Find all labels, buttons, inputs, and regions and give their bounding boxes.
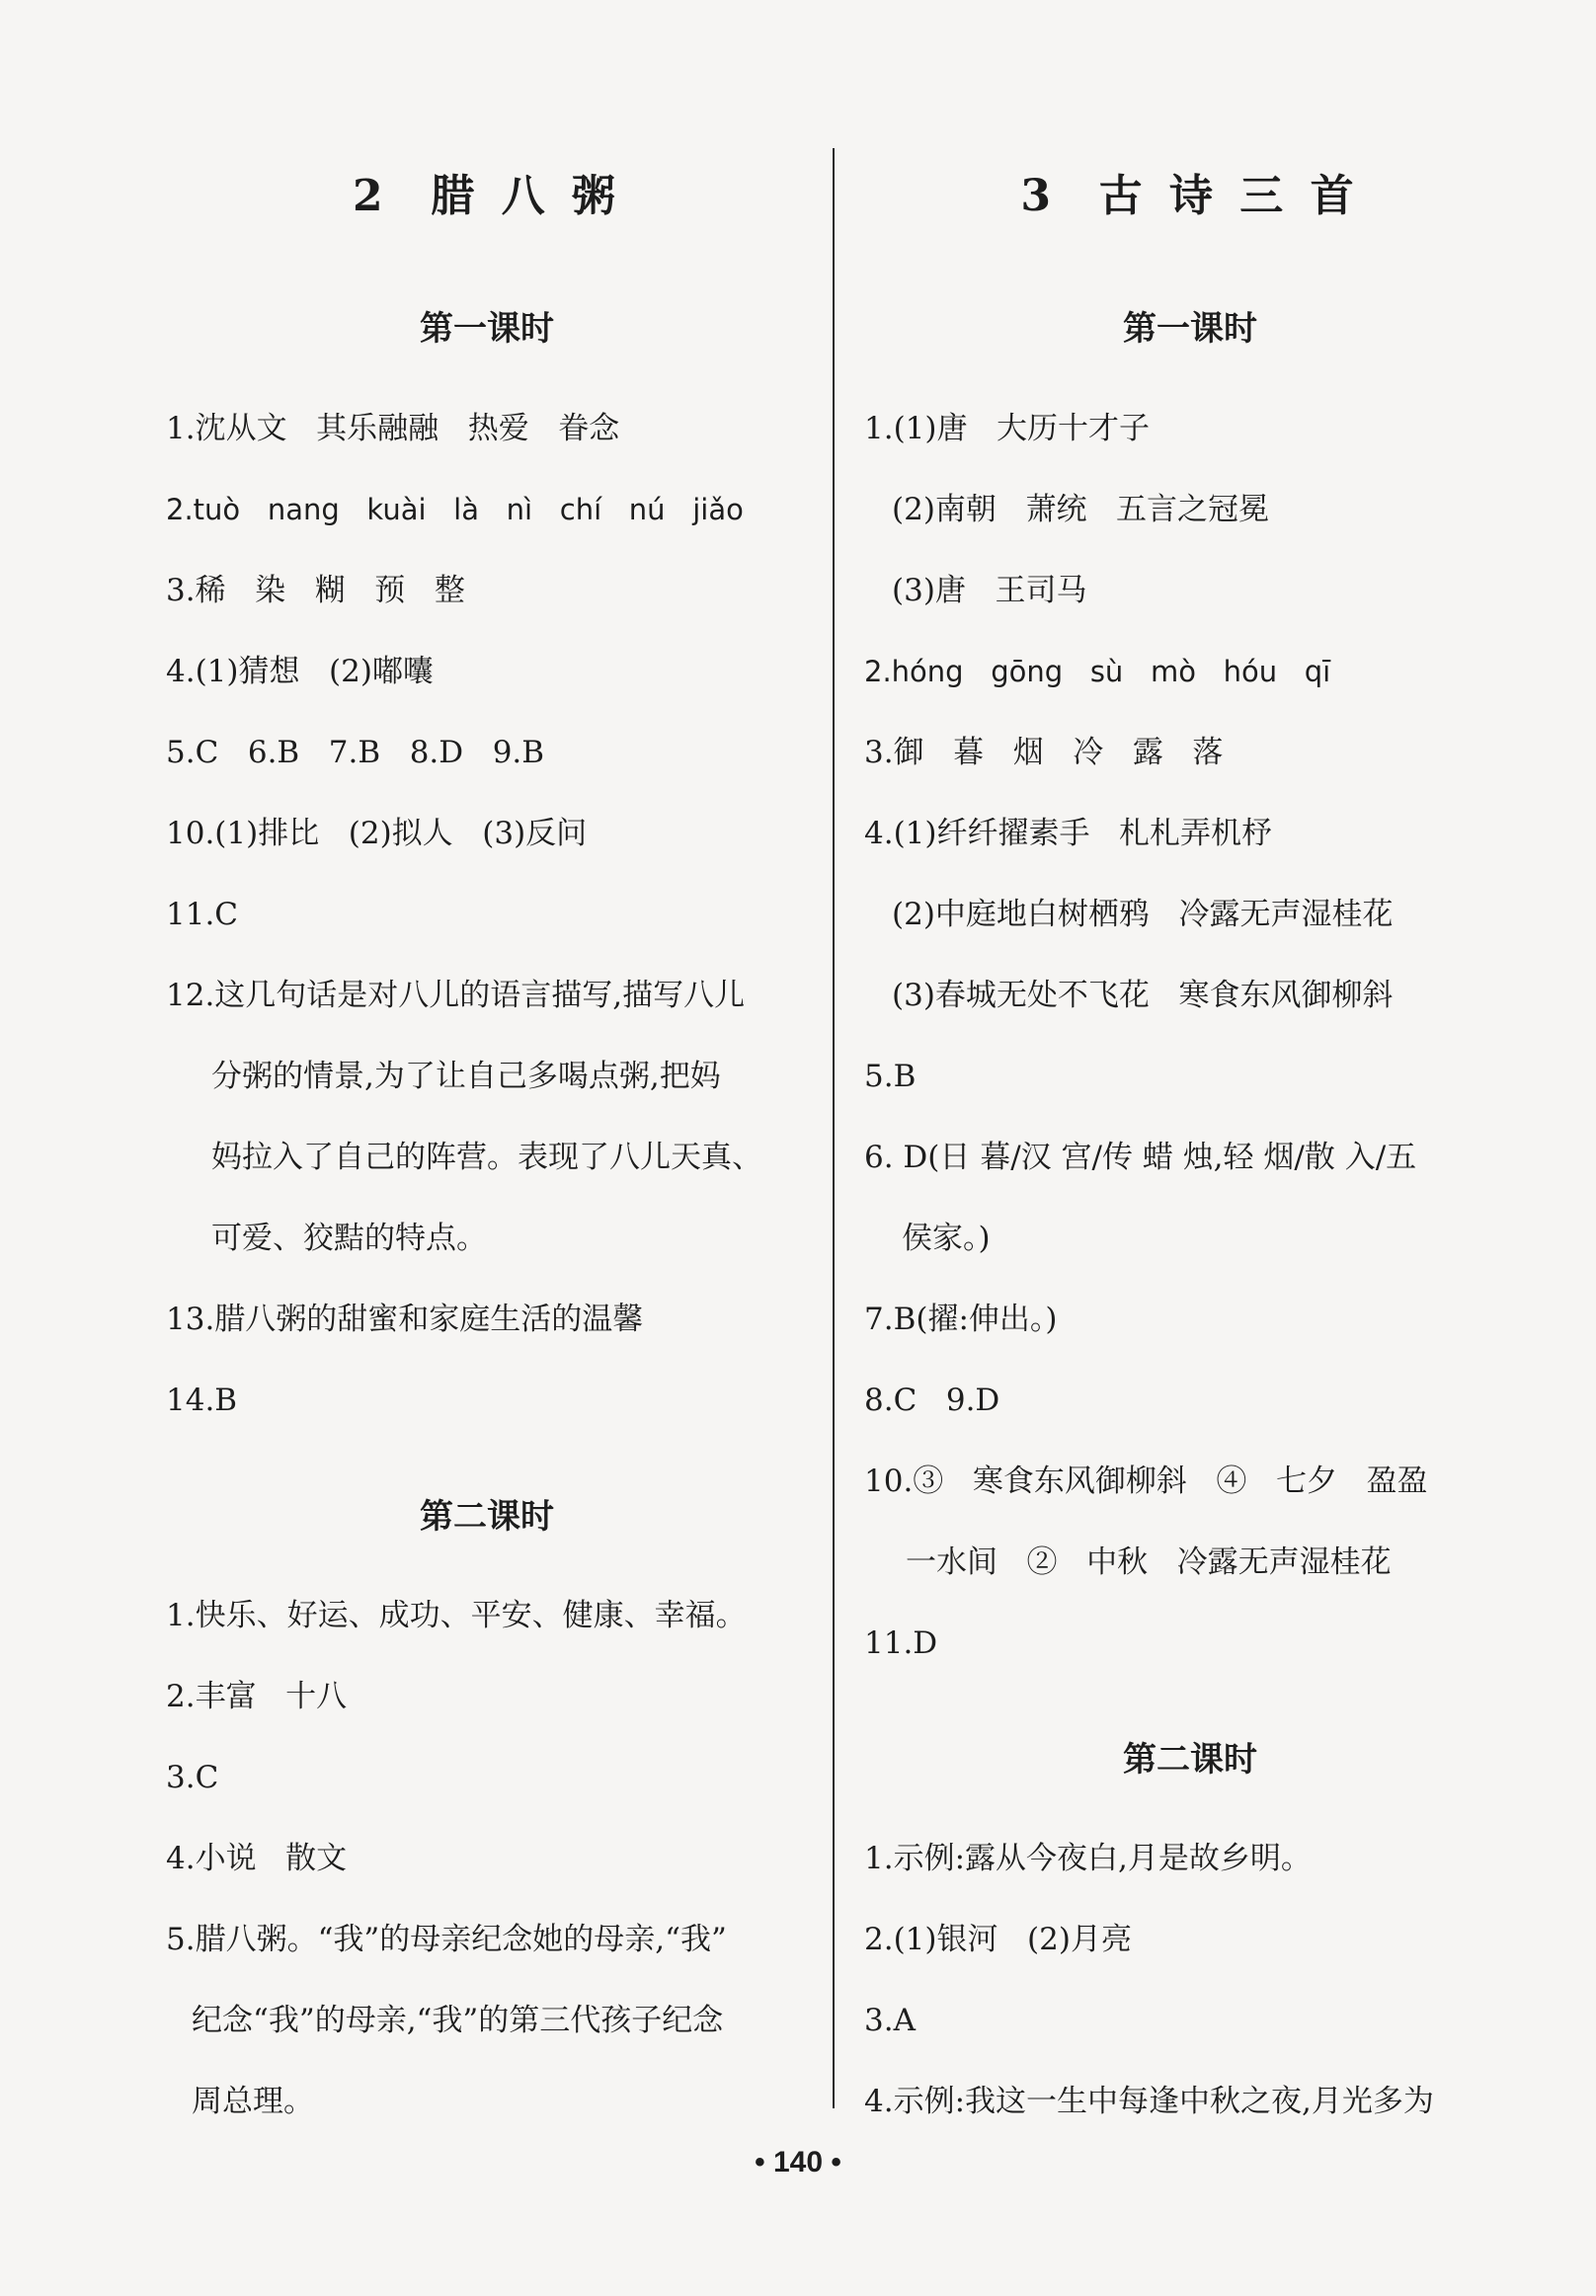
answer-line: 4.示例:我这一生中每逢中秋之夜,月光多为 bbox=[864, 2084, 1434, 2119]
answer-line: 1.示例:露从今夜白,月是故乡明。 bbox=[864, 1841, 1312, 1876]
answer-line: 1.(1)唐 大历十才子 bbox=[864, 411, 1151, 446]
answer-line: 一水间 ② 中秋 冷露无声湿桂花 bbox=[906, 1544, 1392, 1580]
answer-line: 11.D bbox=[864, 1625, 938, 1661]
left-section-1-heading: 第一课时 bbox=[420, 309, 554, 349]
answer-line: 2.(1)银河 (2)月亮 bbox=[864, 1922, 1132, 1957]
column-divider bbox=[833, 148, 835, 2108]
answer-line: 10.(1)排比 (2)拟人 (3)反问 bbox=[166, 816, 588, 851]
answer-line: 5.腊八粥。“我”的母亲纪念她的母亲,“我” bbox=[166, 1922, 727, 1957]
answer-line: 6. D(日 暮/汉 宫/传 蜡 烛,轻 烟/散 入/五 bbox=[864, 1140, 1417, 1175]
answer-line: 11.C bbox=[166, 897, 239, 932]
answer-line: 2.hóng gōng sù mò hóu qī bbox=[864, 655, 1331, 688]
answer-line: (3)唐 王司马 bbox=[892, 573, 1087, 608]
lesson-3-title: 3 古 诗 三 首 bbox=[1020, 171, 1360, 221]
answer-line: (3)春城无处不飞花 寒食东风御柳斜 bbox=[892, 978, 1394, 1013]
answer-line: (2)中庭地白树栖鸦 冷露无声湿桂花 bbox=[892, 897, 1394, 932]
answer-line: 14.B bbox=[166, 1383, 238, 1418]
answer-line: 5.C 6.B 7.B 8.D 9.B bbox=[166, 735, 545, 770]
answer-line: 2.丰富 十八 bbox=[166, 1679, 348, 1714]
answer-line: 分粥的情景,为了让自己多喝点粥,把妈 bbox=[211, 1059, 721, 1094]
answer-line: 3.御 暮 烟 冷 露 落 bbox=[864, 735, 1224, 770]
answer-line: 妈拉入了自己的阵营。表现了八儿天真、 bbox=[211, 1140, 762, 1175]
answer-line: 7.B(擢:伸出。) bbox=[864, 1302, 1058, 1337]
answer-line: 周总理。 bbox=[192, 2084, 314, 2119]
answer-line: 可爱、狡黠的特点。 bbox=[211, 1221, 487, 1256]
answer-line: 3.A bbox=[864, 2003, 916, 2038]
answer-line: 4.(1)纤纤擢素手 札札弄机杼 bbox=[864, 816, 1273, 851]
right-section-2-heading: 第二课时 bbox=[1123, 1740, 1257, 1780]
answer-line: 10.③ 寒食东风御柳斜 ④ 七夕 盈盈 bbox=[864, 1464, 1428, 1499]
left-section-2-heading: 第二课时 bbox=[420, 1497, 554, 1537]
answer-line: 3.C bbox=[166, 1760, 219, 1795]
answer-line: 8.C 9.D bbox=[864, 1383, 1000, 1418]
lesson-2-title: 2 腊 八 粥 bbox=[353, 171, 621, 221]
answer-line: 3.稀 染 糊 预 整 bbox=[166, 573, 465, 608]
answer-line: 5.B bbox=[864, 1059, 917, 1094]
answer-line: 12.这几句话是对八儿的语言描写,描写八儿 bbox=[166, 978, 746, 1013]
answer-line: 侯家。) bbox=[902, 1221, 991, 1256]
page-number: • 140 • bbox=[755, 2146, 841, 2178]
answer-line: (2)南朝 萧统 五言之冠冕 bbox=[892, 492, 1270, 527]
right-section-1-heading: 第一课时 bbox=[1123, 309, 1257, 349]
answer-line: 1.沈从文 其乐融融 热爱 眷念 bbox=[166, 411, 620, 446]
answer-line: 2.tuò nang kuài là nì chí nú jiǎo bbox=[166, 493, 744, 526]
answer-line: 4.(1)猜想 (2)嘟囔 bbox=[166, 654, 434, 689]
answer-line: 纪念“我”的母亲,“我”的第三代孩子纪念 bbox=[192, 2003, 724, 2038]
answer-line: 13.腊八粥的甜蜜和家庭生活的温馨 bbox=[166, 1302, 644, 1337]
answer-line: 1.快乐、好运、成功、平安、健康、幸福。 bbox=[166, 1598, 747, 1633]
answer-line: 4.小说 散文 bbox=[166, 1841, 348, 1876]
